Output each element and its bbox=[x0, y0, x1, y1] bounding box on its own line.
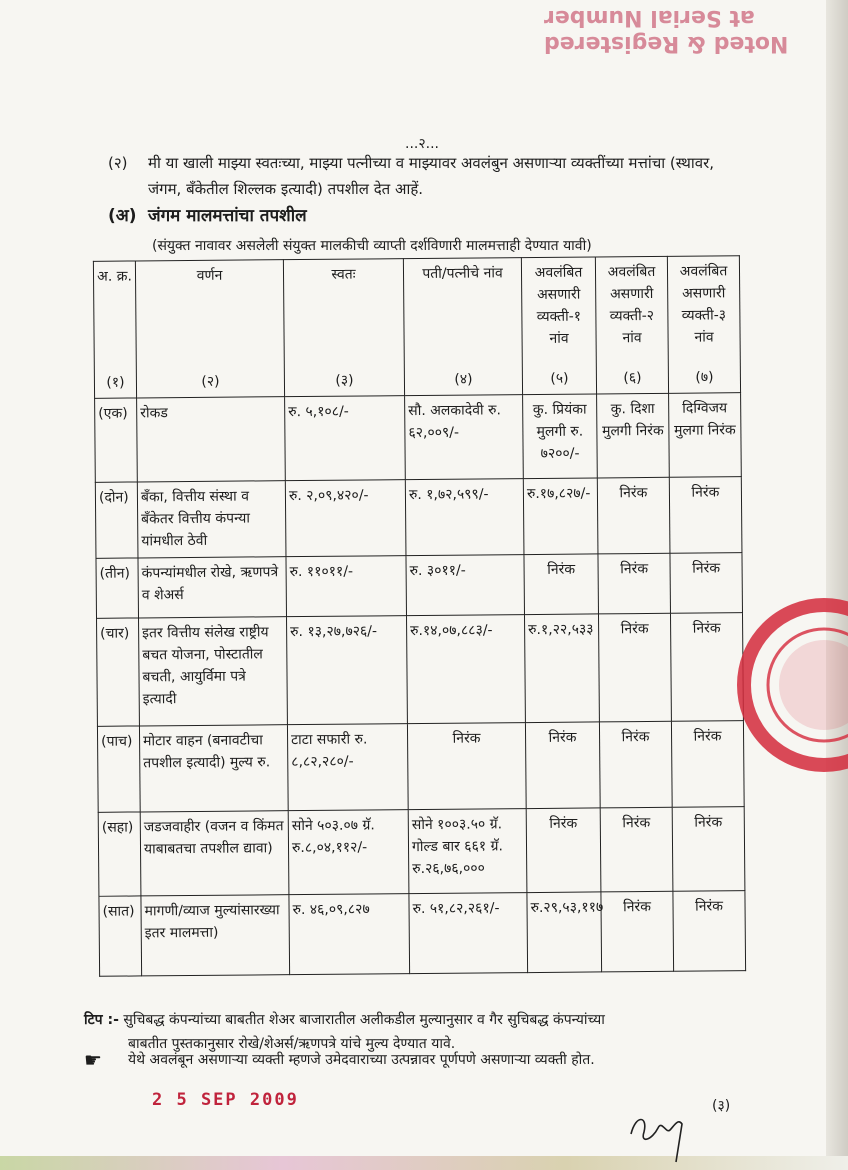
cell-dependent-2: निरंक bbox=[598, 613, 671, 722]
cell-spouse: सौ. अलकादेवी रु. ६२,००९/- bbox=[405, 395, 524, 480]
cell-dependent-3: निरंक bbox=[670, 613, 743, 722]
registration-stamp: Noted & Registered at Serial Number bbox=[543, 5, 788, 56]
cell-description: मोटार वाहन (बनावटीचा तपशील इत्यादी) मुल्य रु. bbox=[139, 725, 288, 812]
table-row bbox=[97, 721, 744, 813]
cell-self: रु. ११०११/- bbox=[286, 556, 407, 617]
table-row bbox=[95, 393, 742, 483]
section-title: जंगम मालमत्तांचा तपशील bbox=[148, 206, 307, 226]
cell-dependent-1: रु.१७,८२७/- bbox=[523, 478, 598, 555]
paragraph-2 bbox=[108, 150, 748, 202]
date-stamp: 2 5 SEP 2009 bbox=[152, 1090, 299, 1110]
section-subnote: (संयुक्त नावावर असलेली संयुक्त मालकीची व्याप्ती दर्शविणारी मालमत्ताही देण्यात यावी) bbox=[152, 238, 592, 254]
page-number: (३) bbox=[712, 1098, 731, 1114]
table-row bbox=[97, 613, 744, 727]
cell-description: कंपन्यांमधील रोखे, ऋणपत्रे व शेअर्स bbox=[138, 557, 287, 618]
header-serial: अ. क्र. (१) bbox=[93, 261, 136, 398]
cell-spouse: रु.१४,०७,८८३/- bbox=[406, 615, 525, 724]
cell-serial: (एक) bbox=[95, 398, 138, 482]
cell-serial: (चार) bbox=[97, 618, 140, 726]
header-dependent-1: अवलंबित असणारी व्यक्ती-१ नांव (५) bbox=[521, 257, 596, 395]
cell-dependent-1: कु. प्रियंका मुलगी रु. ७२००/- bbox=[523, 394, 598, 479]
table-row bbox=[95, 477, 742, 559]
cell-dependent-2: निरंक bbox=[600, 807, 673, 892]
paragraph-number: (२) bbox=[108, 154, 128, 172]
cell-dependent-3: निरंक bbox=[672, 807, 745, 892]
header-dependent-3: अवलंबित असणारी व्यक्ती-३ नांव (७) bbox=[667, 256, 740, 394]
table-row bbox=[96, 553, 742, 619]
cell-spouse: निरंक bbox=[407, 723, 526, 810]
cell-self: रु. २,०९,४२०/- bbox=[285, 480, 406, 557]
section-heading bbox=[108, 203, 307, 226]
footnote-line-2: बाबतीत पुस्तकानुसार रोखे/शेअर्स/ऋणपत्रे यांचे मुल्य देण्यात यावे. bbox=[128, 1036, 456, 1052]
footnote bbox=[84, 1008, 744, 1056]
dependent-definition-note: येथे अवलंबून असणाऱ्या व्यक्ती म्हणजे उमेदवाराच्या उत्पन्नावर पूर्णपणे असणाऱ्या व्यक्ती होत. bbox=[128, 1052, 595, 1068]
cell-dependent-1: रु.१,२२,५३३ bbox=[524, 614, 599, 723]
cell-serial: (पाच) bbox=[97, 726, 140, 812]
cell-dependent-1: निरंक bbox=[525, 722, 600, 809]
header-dependent-2: अवलंबित असणारी व्यक्ती-२ नांव (६) bbox=[595, 256, 668, 394]
header-spouse: पती/पत्नीचे नांव (४) bbox=[403, 258, 522, 396]
cell-self: टाटा सफारी रु. ८,८२,२८०/- bbox=[287, 724, 408, 811]
cell-serial: (तीन) bbox=[96, 558, 139, 618]
cell-spouse: रु. १,७२,५९९/- bbox=[405, 479, 524, 556]
table-row bbox=[99, 891, 746, 977]
page-edge-shadow bbox=[826, 0, 848, 1170]
cell-dependent-3: निरंक bbox=[671, 721, 744, 808]
pointing-hand-icon: ☛ bbox=[84, 1048, 102, 1072]
cell-self: रु. १३,२७,७२६/- bbox=[287, 616, 408, 725]
cell-dependent-3: निरंक bbox=[670, 553, 743, 614]
cell-dependent-3: दिग्विजय मुलगा निरंक bbox=[669, 393, 742, 478]
cell-description: जडजवाहीर (वजन व किंमत याबाबतचा तपशील द्यावा) bbox=[140, 811, 289, 896]
table-header-row bbox=[93, 256, 740, 399]
cell-self: रु. ५,१०८/- bbox=[285, 396, 406, 481]
movable-assets-table bbox=[93, 255, 746, 977]
footnote-line-1: सुचिबद्ध कंपन्यांच्या बाबतीत शेअर बाजारातील अलीकडील मुल्यानुसार व गैर सुचिबद्ध कंपन्यांच्या bbox=[123, 1012, 605, 1028]
page-marker: ...२... bbox=[405, 136, 439, 152]
cell-dependent-2: निरंक bbox=[597, 477, 670, 554]
scan-bottom-strip bbox=[0, 1156, 848, 1170]
cell-description: बँका, वित्तीय संस्था व बँकेतर वित्तीय कंपन्या यांमधील ठेवी bbox=[137, 481, 286, 558]
cell-dependent-2: निरंक bbox=[599, 721, 672, 808]
cell-dependent-2: कु. दिशा मुलगी निरंक bbox=[597, 393, 670, 478]
footnote-label: टिप :- bbox=[84, 1012, 119, 1028]
header-self: स्वतः (३) bbox=[283, 259, 404, 397]
cell-dependent-2: निरंक bbox=[598, 553, 671, 614]
cell-self: सोने ५०३.०७ ग्रॅ. रु.८,०४,११२/- bbox=[288, 810, 409, 895]
government-seal-stamp bbox=[734, 590, 848, 780]
cell-dependent-1: निरंक bbox=[524, 554, 599, 615]
cell-dependent-3: निरंक bbox=[673, 891, 746, 972]
signature-mark bbox=[626, 1104, 706, 1164]
cell-dependent-1: निरंक bbox=[526, 808, 601, 893]
cell-dependent-3: निरंक bbox=[669, 477, 742, 554]
cell-spouse: रु. ५१,८२,२६१/- bbox=[409, 893, 528, 974]
cell-dependent-1: रु.२९,५३,११७ bbox=[527, 892, 602, 973]
cell-serial: (दोन) bbox=[95, 482, 138, 558]
cell-description: इतर वित्तीय संलेख राष्ट्रीय बचत योजना, पोस्टातील बचती, आयुर्विमा पत्रे इत्यादी bbox=[139, 617, 288, 726]
cell-serial: (सात) bbox=[99, 896, 142, 976]
cell-dependent-2: निरंक bbox=[601, 891, 674, 972]
table-row bbox=[98, 807, 745, 897]
cell-description: मागणी/व्याज मुल्यांसारख्या इतर मालमत्ता) bbox=[141, 895, 290, 976]
paragraph-text: मी या खाली माझ्या स्वतःच्या, माझ्या पत्नीच्या व माझ्यावर अवलंबुन असणाऱ्या व्यक्तींच्या मत्तांचा (स्थावर, जंगम, बँकेतील शिल्लक इत्यादी) तपशील देत आहें. bbox=[148, 154, 715, 198]
cell-self: रु. ४६,०९,८२७ bbox=[289, 894, 410, 975]
cell-serial: (सहा) bbox=[98, 812, 141, 896]
cell-spouse: रु. ३०११/- bbox=[406, 555, 525, 616]
cell-description: रोकड bbox=[137, 397, 286, 482]
section-number: (अ) bbox=[108, 206, 137, 226]
cell-spouse: सोने १००३.५० ग्रॅ. गोल्ड बार ६६१ ग्रॅ. रु.२६,७६,००० bbox=[408, 809, 527, 894]
header-description: वर्णन (२) bbox=[135, 260, 284, 398]
